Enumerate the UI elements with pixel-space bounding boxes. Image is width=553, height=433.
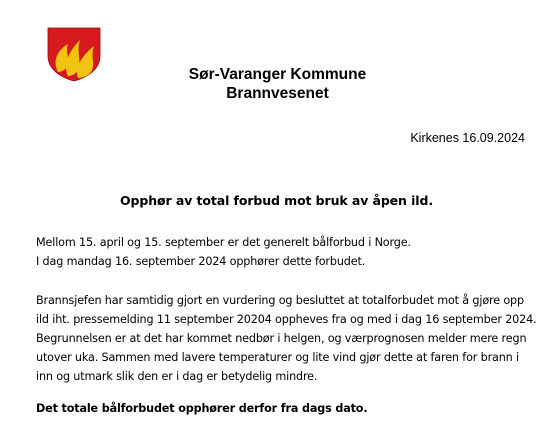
- paragraph-line: Mellom 15. april og 15. september er det generelt bålforbud i Norge.: [36, 236, 411, 249]
- paragraph-line: inn og utmark slik den er i dag er betydelig mindre.: [36, 370, 318, 383]
- place-and-date: Kirkenes 16.09.2024: [410, 131, 525, 145]
- paragraph-decision: [36, 291, 536, 386]
- paragraph-line: Begrunnelsen er at det har kommet nedbør i helgen, og værprognosen melder mere regn: [36, 332, 527, 345]
- paragraph-line: ild iht. pressemelding 11 september 20204 oppheves fra og med i dag 16 september 2024.: [36, 313, 537, 326]
- org-name: Sør-Varanger Kommune: [188, 66, 367, 83]
- paragraph-line: utover uka. Sammen med lavere temperaturer og lite vind gjør dette at faren for brann i: [36, 351, 519, 364]
- paragraph-line: Brannsjefen har samtidig gjort en vurdering og besluttet at totalforbudet mot å gjøre opp: [36, 294, 524, 307]
- closing-statement: [36, 399, 536, 418]
- paragraph-line: I dag mandag 16. september 2024 opphører dette forbudet.: [36, 255, 366, 268]
- paragraph-line: Det totale bålforbudet opphører derfor fra dags dato.: [36, 402, 368, 415]
- document-title: Opphør av total forbud mot bruk av åpen ild.: [120, 193, 433, 208]
- paragraph-intro: [36, 233, 536, 271]
- department-name: Brannvesenet: [226, 85, 329, 102]
